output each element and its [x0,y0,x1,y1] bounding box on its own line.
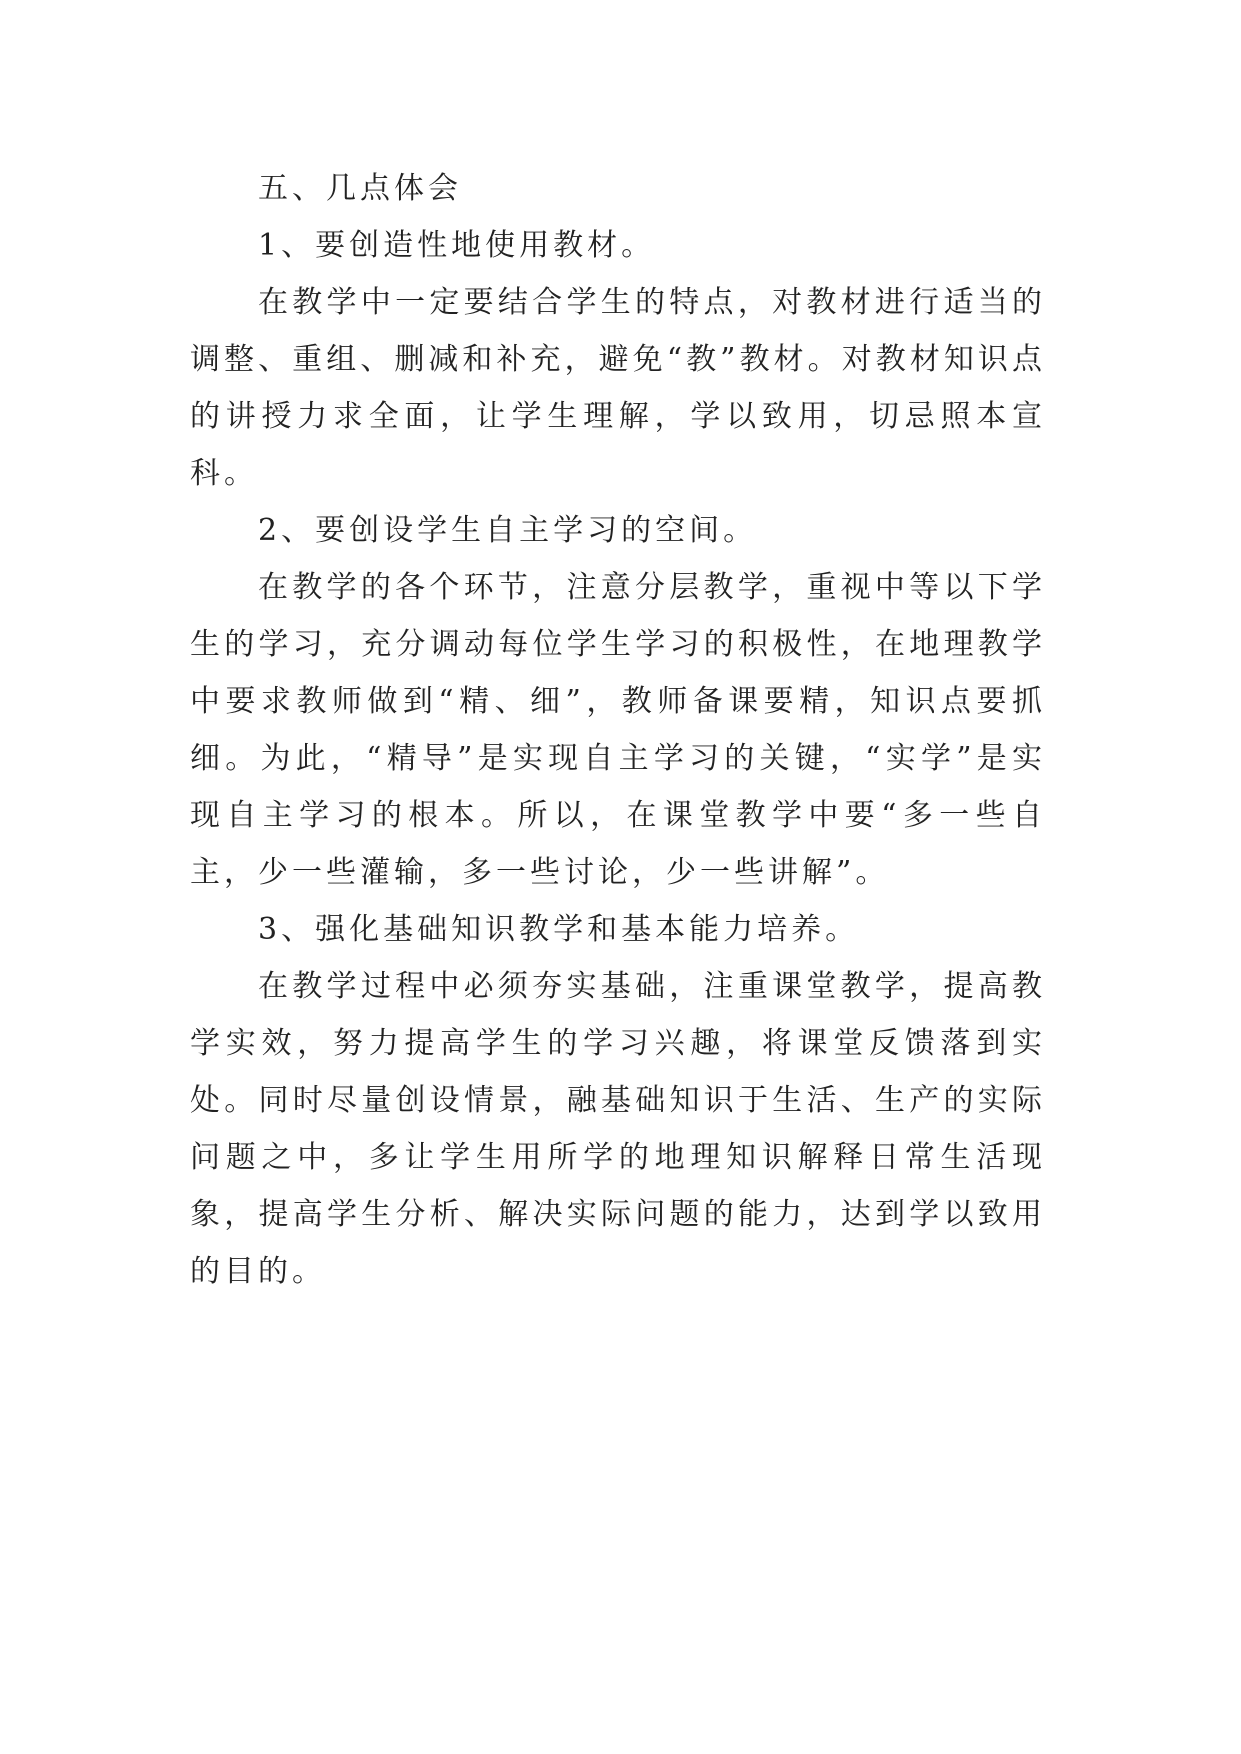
point-1-body: 在教学中一定要结合学生的特点，对教材进行适当的调整、重组、删减和补充，避免“教”教材。对教材知识点的讲授力求全面，让学生理解，学以致用，切忌照本宣科。 [190,285,1046,491]
point-2-heading: 2、要创设学生自主学习的空间。 [258,513,758,548]
point-3-heading: 3、强化基础知识教学和基本能力培养。 [258,912,860,947]
section-heading: 五、几点体会 [258,171,462,206]
point-1-heading: 1、要创造性地使用教材。 [258,228,656,263]
point-3-body: 在教学过程中必须夯实基础，注重课堂教学，提高教学实效，努力提高学生的学习兴趣，将课堂反馈落到实处。同时尽量创设情景，融基础知识于生活、生产的实际问题之中，多让学生用所学的地理知识解释日常生活现象，提高学生分析、解决实际问题的能力，达到学以致用的目的。 [190,969,1046,1289]
document-body [190,160,1046,1300]
point-2-body: 在教学的各个环节，注意分层教学，重视中等以下学生的学习，充分调动每位学生学习的积极性，在地理教学中要求教师做到“精、细”，教师备课要精，知识点要抓细。为此，“精导”是实现自主学习的关键，“实学”是实现自主学习的根本。所以，在课堂教学中要“多一些自主，少一些灌输，多一些讨论，少一些讲解”。 [190,570,1046,890]
